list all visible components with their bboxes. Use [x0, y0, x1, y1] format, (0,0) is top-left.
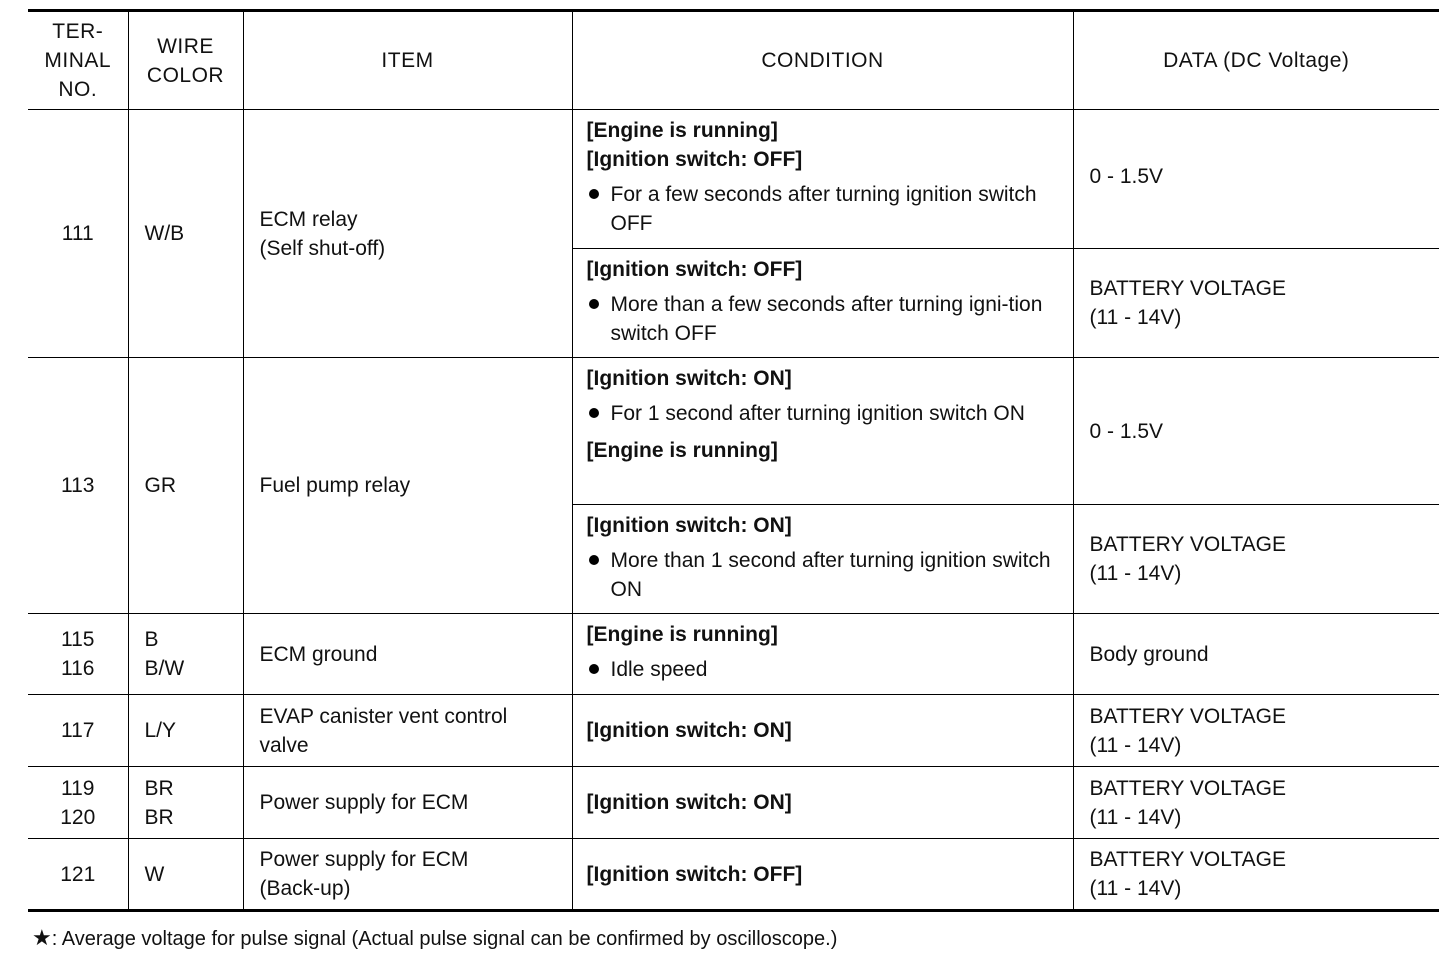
ecm-terminal-table — [28, 9, 1439, 912]
item-cell: Power supply for ECM — [243, 767, 572, 839]
condition-cell: [Ignition switch: OFF] — [572, 839, 1073, 911]
condition-cell: [Ignition switch: ON] — [572, 695, 1073, 767]
table-row-117 — [28, 695, 1439, 767]
wire-color-cell: W — [128, 839, 243, 911]
item-cell: ECM ground — [243, 614, 572, 695]
terminal-cell: 113 — [28, 358, 128, 614]
data-cell: 0 - 1.5V — [1073, 358, 1439, 505]
footnote — [32, 925, 837, 951]
item-cell: Power supply for ECM (Back-up) — [243, 839, 572, 911]
header-data: DATA (DC Voltage) — [1073, 11, 1439, 110]
data-cell: Body ground — [1073, 614, 1439, 695]
bullet-item: For a few seconds after turning ignition switch OFF — [587, 180, 1063, 238]
terminal-cell: 115 116 — [28, 614, 128, 695]
bullet-icon — [589, 408, 599, 418]
bullet-icon — [589, 189, 599, 199]
condition-cell: [Ignition switch: OFF] More than a few seconds after turning igni-tion switch OFF — [572, 249, 1073, 358]
data-cell: BATTERY VOLTAGE (11 - 14V) — [1073, 505, 1439, 614]
bullet-icon — [589, 664, 599, 674]
bullet-item: More than 1 second after turning ignition switch ON — [587, 546, 1063, 604]
condition-cell: [Engine is running] [Ignition switch: OFF] For a few seconds after turning ignition switch OFF — [572, 110, 1073, 249]
wire-color-cell: W/B — [128, 110, 243, 358]
bullet-item: Idle speed — [587, 655, 1063, 684]
condition-cell: [Ignition switch: ON] — [572, 767, 1073, 839]
terminal-cell: 117 — [28, 695, 128, 767]
table-row-119-120 — [28, 767, 1439, 839]
bullet-icon — [589, 299, 599, 309]
item-cell: EVAP canister vent control valve — [243, 695, 572, 767]
data-cell: BATTERY VOLTAGE (11 - 14V) — [1073, 839, 1439, 911]
table-row-121 — [28, 839, 1439, 911]
header-condition: CONDITION — [572, 11, 1073, 110]
bullet-item: For 1 second after turning ignition switch ON — [587, 399, 1063, 428]
table-row-111-a — [28, 110, 1439, 249]
header-row — [28, 11, 1439, 110]
table-row-115-116 — [28, 614, 1439, 695]
bullet-icon — [589, 555, 599, 565]
wire-color-cell: L/Y — [128, 695, 243, 767]
condition-cell: [Ignition switch: ON] For 1 second after turning ignition switch ON [Engine is running] — [572, 358, 1073, 505]
wire-color-cell: B B/W — [128, 614, 243, 695]
terminal-cell: 119 120 — [28, 767, 128, 839]
header-item: ITEM — [243, 11, 572, 110]
header-terminal-no: TER- MINAL NO. — [28, 11, 128, 110]
bullet-item: More than a few seconds after turning igni-tion switch OFF — [587, 290, 1063, 348]
terminal-cell: 111 — [28, 110, 128, 358]
condition-cell: [Ignition switch: ON] More than 1 second after turning ignition switch ON — [572, 505, 1073, 614]
data-cell: BATTERY VOLTAGE (11 - 14V) — [1073, 249, 1439, 358]
data-cell: BATTERY VOLTAGE (11 - 14V) — [1073, 695, 1439, 767]
table-row-113-a — [28, 358, 1439, 505]
footnote-text: : Average voltage for pulse signal (Actual pulse signal can be confirmed by oscilloscope.) — [51, 928, 838, 950]
condition-cell: [Engine is running] Idle speed — [572, 614, 1073, 695]
header-wire-color: WIRE COLOR — [128, 11, 243, 110]
terminal-cell: 121 — [28, 839, 128, 911]
wire-color-cell: BR BR — [128, 767, 243, 839]
item-cell: ECM relay (Self shut-off) — [243, 110, 572, 358]
item-cell: Fuel pump relay — [243, 358, 572, 614]
data-cell: 0 - 1.5V — [1073, 110, 1439, 249]
wire-color-cell: GR — [128, 358, 243, 614]
data-cell: BATTERY VOLTAGE (11 - 14V) — [1073, 767, 1439, 839]
star-icon: ★ — [32, 925, 52, 950]
